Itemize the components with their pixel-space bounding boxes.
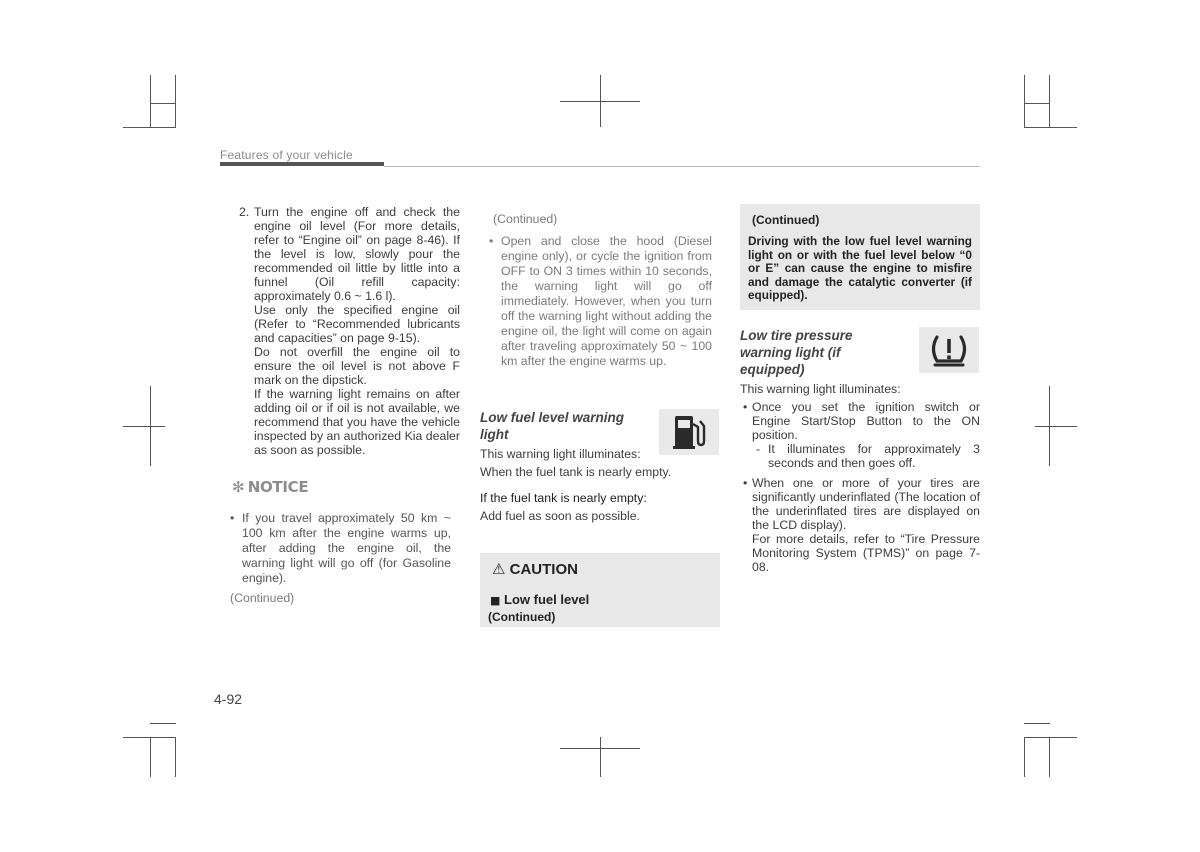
header-rule — [384, 166, 980, 167]
step-text-3: Do not overfill the engine oil to ensure the oil level is not above F mark on the dipstick. — [254, 345, 460, 387]
caution-heading — [492, 560, 578, 578]
notice-text: If you travel approximately 50 km ~ 100 km after the engine warms up, after adding the engine oil, the warning light will go off (for Gasoline engine). — [242, 511, 451, 585]
caution-sub — [490, 592, 589, 607]
box-text: Driving with the low fuel level warning light on or with the fuel level below “0 or E” can cause the engine to misfire and damage the catalytic converter (if equipped). — [748, 234, 972, 303]
section-header: Features of your vehicle — [220, 148, 353, 162]
bullet-dot: • — [489, 234, 494, 248]
hood-text: Open and close the hood (Diesel engine only), or cycle the ignition from OFF to ON 3 times within 10 seconds, the warning light will go off immediately. However, when you turn off the warning light without adding the engine oil, the light will come on again after traveling approximately 50 ~ 100 km after the engine warms up. — [501, 234, 712, 368]
tire-bullet-2-text: When one or more of your tires are significantly underinflated (The location of the underinflated tires are displayed on the LCD display). — [752, 476, 980, 532]
continued-box — [740, 204, 980, 310]
tire-section — [740, 382, 980, 574]
fuel-section — [480, 447, 720, 523]
tire-sub-bullet — [740, 442, 980, 470]
fuel-action: Add fuel as soon as possible. — [480, 509, 640, 523]
box-continued: (Continued) — [752, 213, 820, 227]
continued-label: (Continued) — [230, 591, 295, 605]
bullet-dot: • — [743, 400, 748, 414]
fuel-warning-title: Low fuel level warning light — [480, 410, 625, 442]
bullet-dot: • — [230, 511, 235, 525]
square-bullet-icon: ■ — [490, 594, 501, 607]
caution-box — [480, 553, 720, 627]
fuel-pump-icon — [672, 414, 706, 450]
caution-subtitle: Low fuel level — [504, 592, 590, 607]
step-number: 2. — [239, 205, 250, 219]
fuel-intro: This warning light illuminates: — [480, 447, 641, 461]
caution-continued: (Continued) — [488, 610, 556, 624]
step-text-2: Use only the specified engine oil (Refer to “Recommended lubricants and capacities” on page 9-15). — [254, 303, 460, 345]
continued-label: (Continued) — [493, 212, 558, 226]
step-2 — [230, 205, 460, 457]
tire-pressure-icon — [927, 331, 971, 369]
notice-symbol: ✻ — [232, 478, 245, 496]
fuel-if-label: If the fuel tank is nearly empty: — [480, 491, 647, 505]
fuel-when: When the fuel tank is nearly empty. — [480, 465, 672, 479]
tire-warning-title: Low tire pressure warning light (if equipped) — [740, 328, 853, 377]
step-text-4: If the warning light remains on after adding oil or if oil is not available, we recommend that you have the vehicle inspected by an authorized Kia dealer as soon as possible. — [254, 387, 460, 457]
tire-bullet-2-more: For more details, refer to “Tire Pressure Monitoring System (TPMS)” on page 7-08. — [752, 532, 980, 574]
column-middle — [480, 212, 720, 369]
page-number: 4-92 — [214, 691, 243, 707]
warning-triangle-icon: ⚠ — [492, 560, 506, 578]
tire-sub-text: It illuminates for approximately 3 seconds and then goes off. — [768, 442, 980, 470]
tire-bullet-2 — [740, 476, 980, 574]
bullet-dot: • — [743, 476, 748, 490]
dash-mark: - — [756, 442, 761, 456]
header-bar — [220, 162, 384, 166]
hood-bullet — [480, 234, 712, 369]
caution-title: CAUTION — [509, 561, 578, 578]
notice-title: NOTICE — [247, 478, 309, 496]
step-text: Turn the engine off and check the engine oil level (For more details, refer to “Engine oil” on page 8-46). If the level is low, slowly pour the recommended oil little by little into a funnel (Oil refill capacity: approximately 0.6 ~ 1.6 l). — [254, 205, 460, 303]
tire-intro: This warning light illuminates: — [740, 382, 901, 396]
tire-icon-box — [919, 327, 979, 373]
tire-bullet-1-text: Once you set the ignition switch or Engine Start/Stop Button to the ON position. — [752, 400, 980, 442]
tire-bullet-1 — [740, 400, 980, 442]
notice-bullet — [230, 511, 451, 586]
notice-heading — [230, 480, 460, 495]
column-left — [230, 205, 460, 605]
